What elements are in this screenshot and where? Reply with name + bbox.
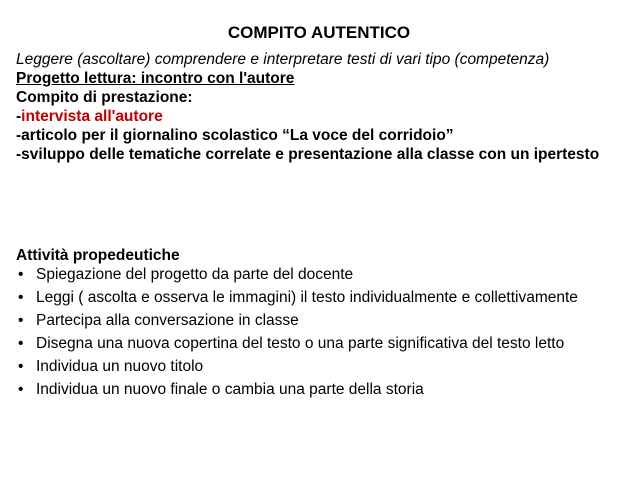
task-item-article: -articolo per il giornalino scolastico “La voce del corridoio” (16, 127, 454, 144)
list-item: • Spiegazione del progetto da parte del docente (18, 266, 354, 283)
bullet-icon: • (18, 358, 24, 375)
task-item-prefix: - (16, 108, 22, 125)
list-item: • Individua un nuovo finale o cambia una parte della storia (18, 381, 424, 398)
bullet-icon: • (18, 266, 24, 283)
bullet-icon: • (18, 335, 24, 352)
activities-heading: Attività propedeutiche (16, 247, 180, 264)
list-item: • Leggi ( ascolta e osserva le immagini) il testo individualmente e collettivamente (18, 289, 578, 306)
bullet-icon: • (18, 289, 24, 306)
competence-line: Leggere (ascoltare) comprendere e interpretare testi di vari tipo (competenza) (16, 51, 550, 68)
list-item: • Partecipa alla conversazione in classe (18, 312, 299, 329)
list-item: • Disegna una nuova copertina del testo o una parte significativa del testo letto (18, 335, 565, 352)
activities-list (16, 265, 614, 399)
slide-title: COMPITO AUTENTICO (227, 23, 411, 42)
bullet-icon: • (18, 381, 24, 398)
task-item-text: intervista all'autore (21, 108, 163, 125)
task-item-interview (16, 107, 614, 126)
project-line: Progetto lettura: incontro con l'autore (16, 70, 295, 87)
list-item: • Individua un nuovo titolo (18, 358, 204, 375)
bullet-icon: • (18, 312, 24, 329)
intro-section (16, 50, 614, 164)
task-label: Compito di prestazione: (16, 89, 193, 106)
activities-section (16, 246, 614, 399)
task-item-hypertext: -sviluppo delle tematiche correlate e presentazione alla classe con un ipertesto (16, 146, 600, 163)
